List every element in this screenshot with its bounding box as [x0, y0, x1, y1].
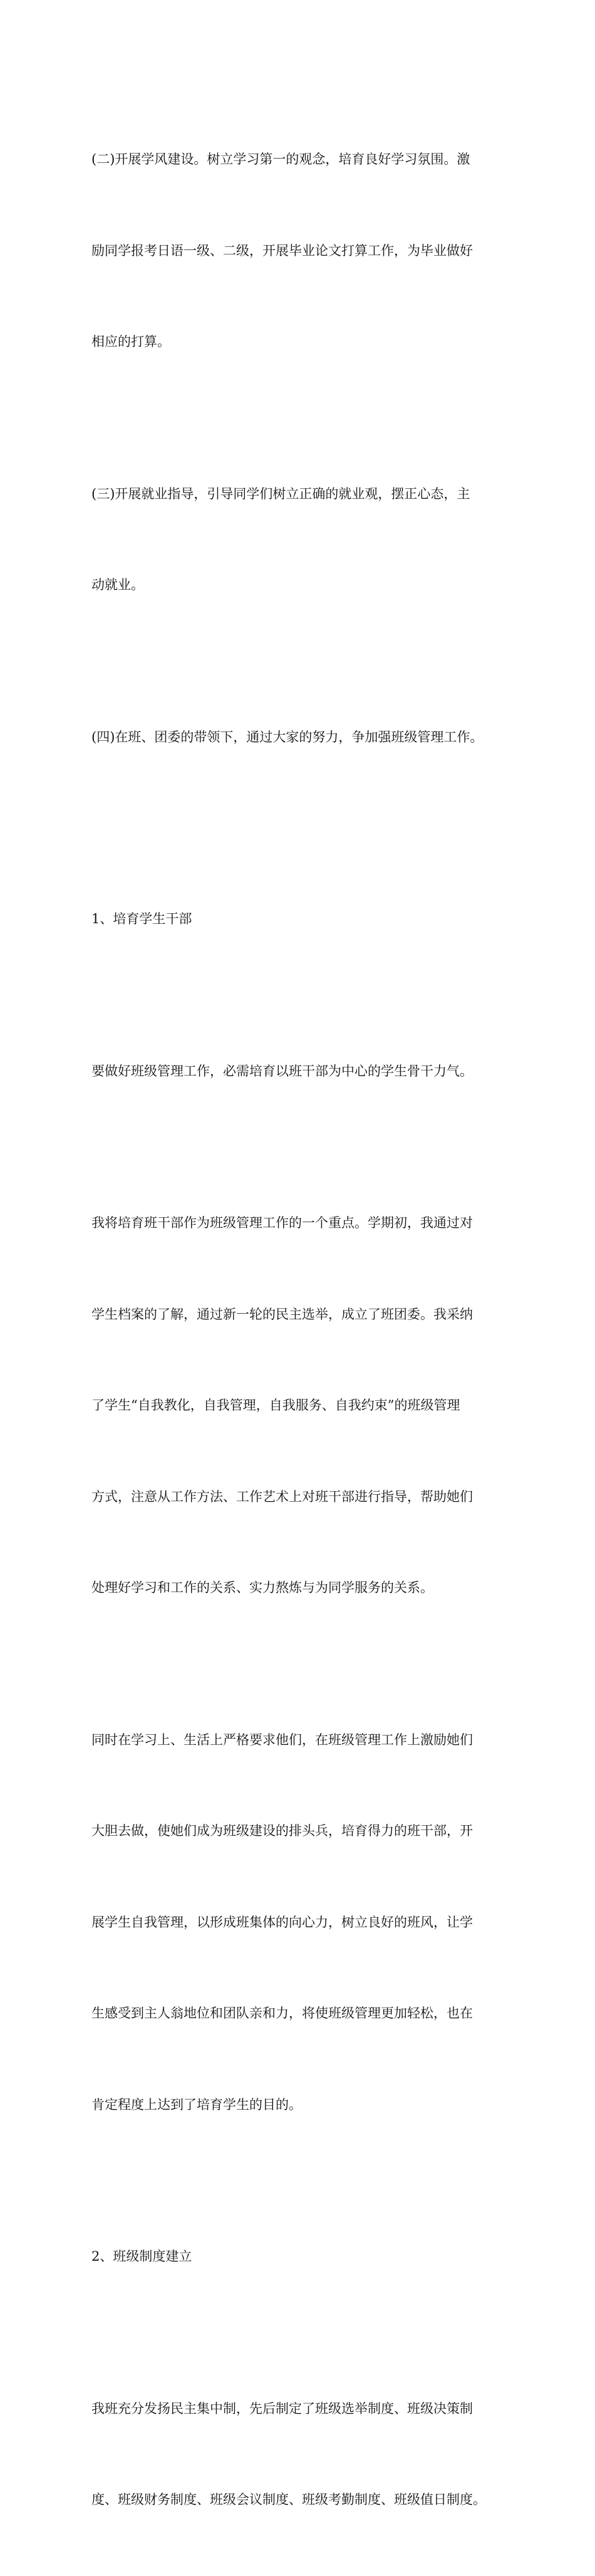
text-line: 肯定程度上达到了培育学生的目的。 [91, 2097, 302, 2112]
text-line: 展学生自我管理，以形成班集体的向心力，树立良好的班风，让学 [91, 1914, 473, 1930]
text-line: (二)开展学风建设。树立学习第一的观念，培育良好学习氛围。激 [91, 152, 470, 167]
paragraph-cadre-requirements [91, 1664, 517, 2181]
text-line: 了学生“自我教化，自我管理，自我服务、自我约束”的班级管理 [91, 1398, 460, 1413]
text-line: 生感受到主人翁地位和团队亲和力，将使班级管理更加轻松，也在 [91, 2006, 473, 2021]
text-line: 我将培育班干部作为班级管理工作的一个重点。学期初，我通过对 [91, 1215, 473, 1230]
text-line: 相应的打算。 [91, 334, 170, 349]
text-line: 励同学报考日语一级、二级，开展毕业论文打算工作，为毕业做好 [91, 243, 473, 258]
paragraph-class-rules [91, 2333, 517, 2576]
paragraph-cadre-intro [91, 995, 517, 1148]
paragraph-cadre-training [91, 1147, 517, 1664]
text-line: 同时在学习上、生活上严格要求他们，在班级管理工作上激励她们 [91, 1732, 473, 1747]
paragraph-employment-guidance [91, 418, 517, 661]
text-line: 学生档案的了解，通过新一轮的民主选举，成立了班团委。我采纳 [91, 1306, 473, 1322]
text-line: (三)开展就业指导，引导同学们树立正确的就业观，摆正心态，主 [91, 486, 470, 501]
text-line: 2、班级制度建立 [91, 2249, 192, 2264]
text-line: 处理好学习和工作的关系、实力熬炼与为同学服务的关系。 [91, 1580, 433, 1595]
section-heading-cadres [91, 843, 517, 995]
text-line: 我班充分发扬民主集中制，先后制定了班级选举制度、班级决策制 [91, 2401, 473, 2416]
text-line: 大胆去做，使她们成为班级建设的排头兵，培育得力的班干部，开 [91, 1823, 473, 1838]
paragraph-spacer [91, 813, 517, 843]
document-body [91, 83, 517, 2576]
text-line: 要做好班级管理工作，必需培育以班干部为中心的学生骨干力气。 [91, 1063, 473, 1079]
text-line: 方式，注意从工作方法、工作艺术上对班干部进行指导，帮助她们 [91, 1489, 473, 1504]
section-heading-class-rules [91, 2181, 517, 2333]
text-line: (四)在班、团委的带领下，通过大家的努力，争加强班级管理工作。 [91, 729, 484, 745]
paragraph-study-style [91, 83, 517, 418]
paragraph-class-management [91, 661, 517, 814]
text-line: 1、培育学生干部 [91, 911, 192, 926]
text-line: 度、班级财务制度、班级会议制度、班级考勤制度、班级值日制度。 [91, 2492, 486, 2507]
text-line: 动就业。 [91, 577, 144, 592]
